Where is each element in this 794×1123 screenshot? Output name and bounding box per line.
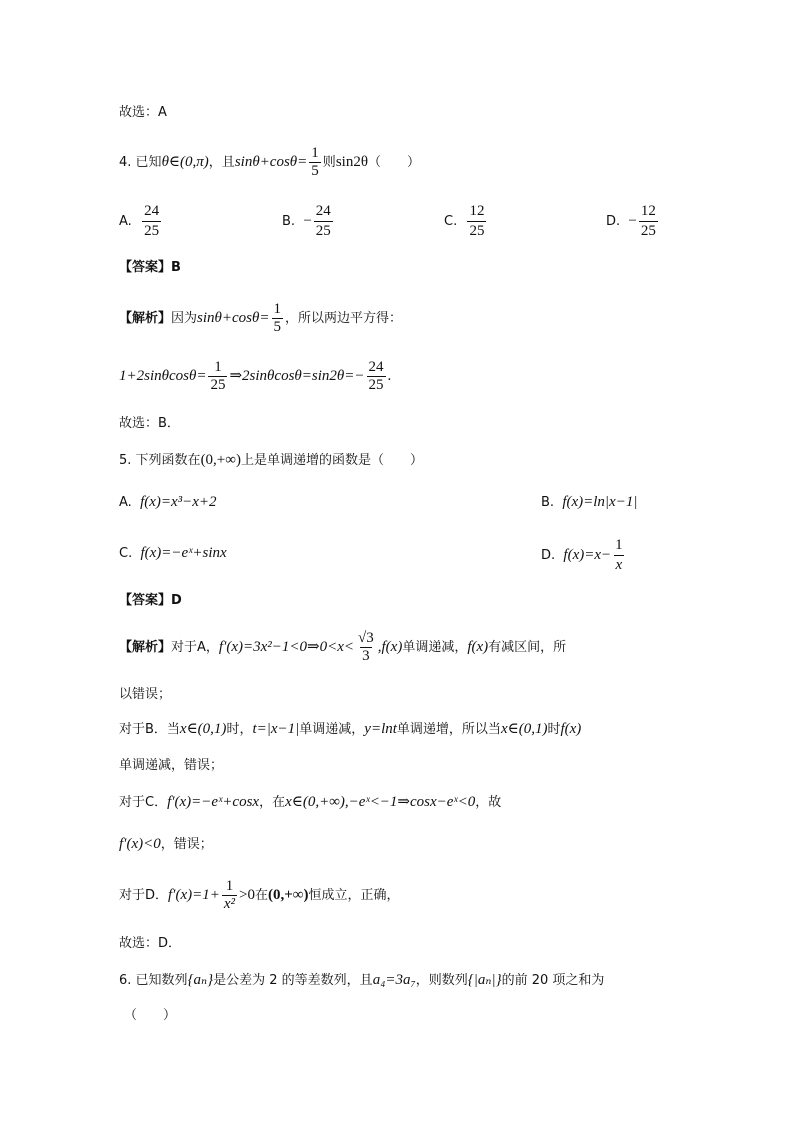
- option-b: B. − $\frac{24}{25}$: [282, 203, 331, 239]
- choice-line-b: 故选：B．: [119, 416, 180, 431]
- explanation-5b-cont: 单调递减，错误；: [119, 758, 224, 773]
- option-c: C. $\frac{12}{25}$: [444, 203, 485, 239]
- answer-5: 【答案】D: [119, 593, 182, 608]
- fraction: $\frac{1}{5}$: [311, 145, 319, 179]
- explanation-5a: 【解析】 对于A， f′(x)=3x²−1<0⇒0<x< $\frac{√3}{3}$ ,f(x) 单调递减， f(x) 有减区间，所: [119, 630, 567, 664]
- choice-line-a: 故选：A: [119, 105, 167, 120]
- option-5b: B. f(x)=ln|x−1|: [541, 494, 638, 510]
- option-a: A. $\frac{24}{25}$: [119, 203, 160, 239]
- explanation-4: 【解析】 因为 sinθ+cosθ= $\frac{1}{5}$ ，所以两边平方得：: [119, 301, 403, 335]
- answer-4: 【答案】B: [119, 260, 181, 275]
- explanation-5c-cont: f′(x)<0 ，错误；: [119, 836, 213, 852]
- explanation-5d: 对于D． f′(x)=1+ $\frac{1}{\text{x²}}$ >0 在 (0,+∞) 恒成立，正确，: [119, 878, 400, 912]
- option-5c: C. f(x)=−eˣ+sinx: [119, 545, 227, 561]
- explanation-5b: 对于B．当 x∈(0,1) 时， t=|x−1| 单调递减， y=lnt 单调递增，所以当 x∈(0,1) 时 f(x): [119, 721, 582, 737]
- option-5d: D. f(x)=x− $\frac{1}{x}$: [541, 537, 623, 573]
- explanation-5c: 对于C． f′(x)=−eˣ+cosx ，在 x∈(0,+∞),−eˣ<−1⇒cosx−eˣ<0 ，故: [119, 794, 502, 810]
- option-5a: A. f(x)=x³−x+2: [119, 494, 217, 510]
- option-d: D. − $\frac{12}{25}$: [606, 203, 656, 239]
- question-6: 6. 已知数列 {aₙ} 是公差为 2 的等差数列，且 a₄=3a₇ ，则数列 {|aₙ|} 的前 20 项之和为: [119, 972, 605, 988]
- equation-4: 1+2sinθcosθ= $\frac{1}{25}$ ⇒2sinθcosθ=sin2θ=− $\frac{24}{25}$ .: [119, 359, 392, 393]
- choice-line-d: 故选：D．: [119, 936, 182, 951]
- explanation-5a-cont: 以错误；: [119, 687, 172, 702]
- question-6-bracket: （ ）: [124, 1008, 177, 1023]
- question-4: 4. 已知 θ∈(0,π) ，且 sinθ+cosθ= $\frac{1}{5}$ 则 sin2θ （ ）: [119, 145, 421, 179]
- question-5: 5. 下列函数在 (0,+∞) 上是单调递增的函数是（ ）: [119, 452, 423, 468]
